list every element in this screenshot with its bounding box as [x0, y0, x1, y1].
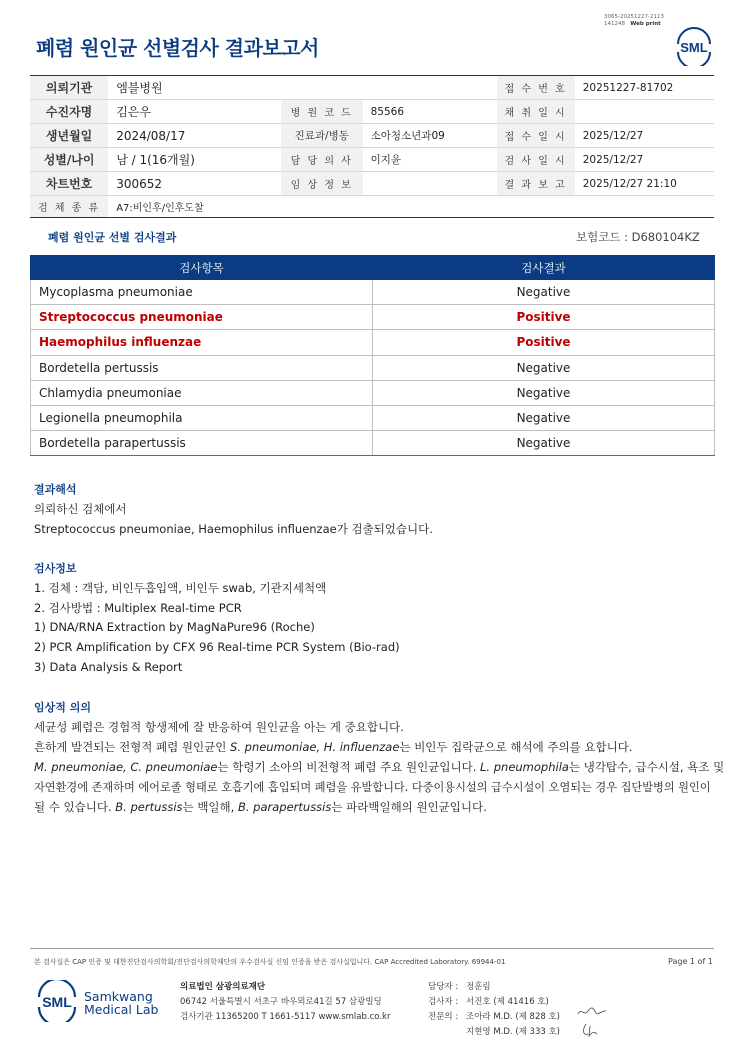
- staff-list: [428, 980, 560, 1040]
- column-header-result: 검사결과: [373, 256, 715, 280]
- report-title: 폐렴 원인균 선별검사 결과보고서: [36, 36, 319, 60]
- result-item: Legionella pneumophila: [31, 405, 373, 430]
- info-row: [30, 196, 714, 218]
- info-label: 검 사 일 시: [497, 148, 575, 172]
- staff-row: 담당자 : 정훈림: [428, 982, 491, 992]
- doc-code-line: 141248: [604, 20, 625, 27]
- results-section-header: 폐렴 원인균 선별 검사결과: [48, 231, 177, 244]
- column-header-item: 검사항목: [31, 256, 373, 280]
- result-value: Negative: [373, 280, 715, 305]
- info-row: [30, 124, 714, 148]
- info-value: 300652: [108, 172, 281, 196]
- info-label: 담 당 의 사: [281, 148, 363, 172]
- info-label: 진료과/병동: [281, 124, 363, 148]
- info-label: 차트번호: [30, 172, 108, 196]
- page-number: Page 1 of 1: [668, 957, 713, 966]
- interpretation-line: 의뢰하신 검체에서: [34, 502, 127, 516]
- info-value: 2025/12/27: [575, 148, 714, 172]
- lab-name-line: Samkwang: [84, 989, 153, 1004]
- accreditation-note: 본 검사실은 CAP 인증 및 대한진단검사의학회/진단검사의학재단의 우수검사실 신임 인증을 받은 검사실입니다. CAP Accredited Laboratory. 69944-01: [34, 958, 506, 966]
- web-print-label: Web print: [630, 20, 661, 27]
- clinical-title: 임상적 의의: [34, 701, 91, 714]
- info-value: 이지윤: [363, 148, 497, 172]
- test-info-line: 2) PCR Amplification by CFX 96 Real-time PCR System (Bio-rad): [34, 640, 400, 654]
- result-row: [31, 380, 715, 405]
- info-value: 2024/08/17: [108, 124, 281, 148]
- sml-logo-icon: [36, 980, 78, 1022]
- info-label: 수진자명: [30, 100, 108, 124]
- org-name: 의료법인 삼광의료재단: [180, 982, 266, 992]
- result-item: Mycoplasma pneumoniae: [31, 280, 373, 305]
- test-info-line: 3) Data Analysis & Report: [34, 660, 183, 674]
- info-row: [30, 148, 714, 172]
- lab-name: [84, 990, 158, 1016]
- info-label: 임 상 정 보: [281, 172, 363, 196]
- info-value: 엠블병원: [108, 76, 496, 100]
- doc-code-line: 3065-20251227-2113: [604, 14, 664, 20]
- clinical-line: 세균성 폐렴은 경험적 항생제에 잘 반응하여 원인균을 아는 게 중요합니다.: [34, 720, 404, 734]
- organization-info: [180, 980, 390, 1025]
- info-row: [30, 172, 714, 196]
- org-contact: 검사기관 11365200 T 1661-5117 www.smlab.co.kr: [180, 1012, 391, 1022]
- interpretation-title: 결과해석: [34, 483, 77, 496]
- staff-row: 검사자 : 서진호 (제 41416 호): [428, 997, 549, 1007]
- signature-2: [580, 1022, 600, 1038]
- info-value: 남 / 1(16개월): [108, 148, 281, 172]
- result-value: Positive: [373, 330, 715, 355]
- results-header-row: [31, 256, 715, 280]
- result-value: Negative: [373, 355, 715, 380]
- document-code: [604, 14, 664, 27]
- info-label: 의뢰기관: [30, 76, 108, 100]
- result-row: [31, 431, 715, 456]
- signature-1: [576, 1005, 608, 1019]
- info-value: 85566: [363, 100, 497, 124]
- info-label: 결 과 보 고: [497, 172, 575, 196]
- info-value: 2025/12/27: [575, 124, 714, 148]
- clinical-line: M. pneumoniae, C. pneumoniae는 학령기 소아의 비전형적 폐렴 주요 원인균입니다. L. pneumophila는 냉각탑수, 급수시설, 욕조 및: [34, 760, 725, 774]
- org-address: 06742 서울특별시 서초구 바우뫼로41길 57 삼광빌딩: [180, 997, 382, 1007]
- sml-logo-icon: [674, 26, 714, 66]
- info-value: [363, 172, 497, 196]
- info-value: 소아청소년과09: [363, 124, 497, 148]
- info-value: [575, 100, 714, 124]
- info-label: 접 수 번 호: [497, 76, 575, 100]
- staff-row: 지현영 M.D. (제 333 호): [466, 1027, 561, 1037]
- info-label: 검 체 종 류: [30, 196, 108, 218]
- info-label: 채 취 일 시: [497, 100, 575, 124]
- info-value: A7:비인후/인후도찰: [108, 196, 714, 218]
- info-value: 20251227-81702: [575, 76, 714, 100]
- svg-text:SML: SML: [680, 40, 708, 55]
- svg-text:SML: SML: [42, 994, 72, 1010]
- result-row: [31, 405, 715, 430]
- result-value: Positive: [373, 305, 715, 330]
- test-info-line: 1) DNA/RNA Extraction by MagNaPure96 (Roche): [34, 620, 315, 634]
- result-item: Bordetella pertussis: [31, 355, 373, 380]
- info-row: [30, 100, 714, 124]
- lab-name-line: Medical Lab: [84, 1002, 159, 1017]
- info-label: 성별/나이: [30, 148, 108, 172]
- result-item: Streptococcus pneumoniae: [31, 305, 373, 330]
- info-label: 생년월일: [30, 124, 108, 148]
- result-item: Haemophilus influenzae: [31, 330, 373, 355]
- clinical-line: 자연환경에 존재하며 에어로졸 형태로 호흡기에 흡입되며 폐렴을 유발합니다. 다중이용시설의 급수시설이 오염되는 경우 집단발병의 원인이: [34, 781, 711, 794]
- info-label: 병 원 코 드: [281, 100, 363, 124]
- test-info-title: 검사정보: [34, 562, 77, 575]
- clinical-line: 될 수 있습니다. B. pertussis는 백일해, B. parapertussis는 파라백일해의 원인균입니다.: [34, 800, 487, 814]
- result-row: [31, 280, 715, 305]
- clinical-line: 흔하게 발견되는 전형적 폐렴 원인균인 S. pneumoniae, H. influenzae는 비인두 집락균으로 해석에 주의를 요합니다.: [34, 740, 633, 754]
- staff-row: 전문의 : 조아라 M.D. (제 828 호): [428, 1012, 561, 1022]
- result-value: Negative: [373, 380, 715, 405]
- test-info-line: 2. 검사방법 : Multiplex Real-time PCR: [34, 601, 242, 615]
- result-item: Chlamydia pneumoniae: [31, 380, 373, 405]
- insurance-code: 보험코드 : D680104KZ: [576, 230, 700, 244]
- patient-info-table: [30, 75, 714, 218]
- sml-logo-bottom: [36, 980, 78, 1026]
- footer-divider: [30, 948, 714, 949]
- test-info-line: 1. 검체 : 객담, 비인두흡입액, 비인두 swab, 기관지세척액: [34, 581, 327, 595]
- result-row: [31, 330, 715, 355]
- info-label: 접 수 일 시: [497, 124, 575, 148]
- result-item: Bordetella parapertussis: [31, 431, 373, 456]
- info-value: 김은우: [108, 100, 281, 124]
- info-value: 2025/12/27 21:10: [575, 172, 714, 196]
- sml-logo-top: [674, 26, 714, 70]
- interpretation-line: Streptococcus pneumoniae, Haemophilus influenzae가 검출되었습니다.: [34, 522, 433, 536]
- info-row: [30, 76, 714, 100]
- result-row: [31, 305, 715, 330]
- results-table: [30, 255, 715, 456]
- result-value: Negative: [373, 431, 715, 456]
- result-value: Negative: [373, 405, 715, 430]
- result-row: [31, 355, 715, 380]
